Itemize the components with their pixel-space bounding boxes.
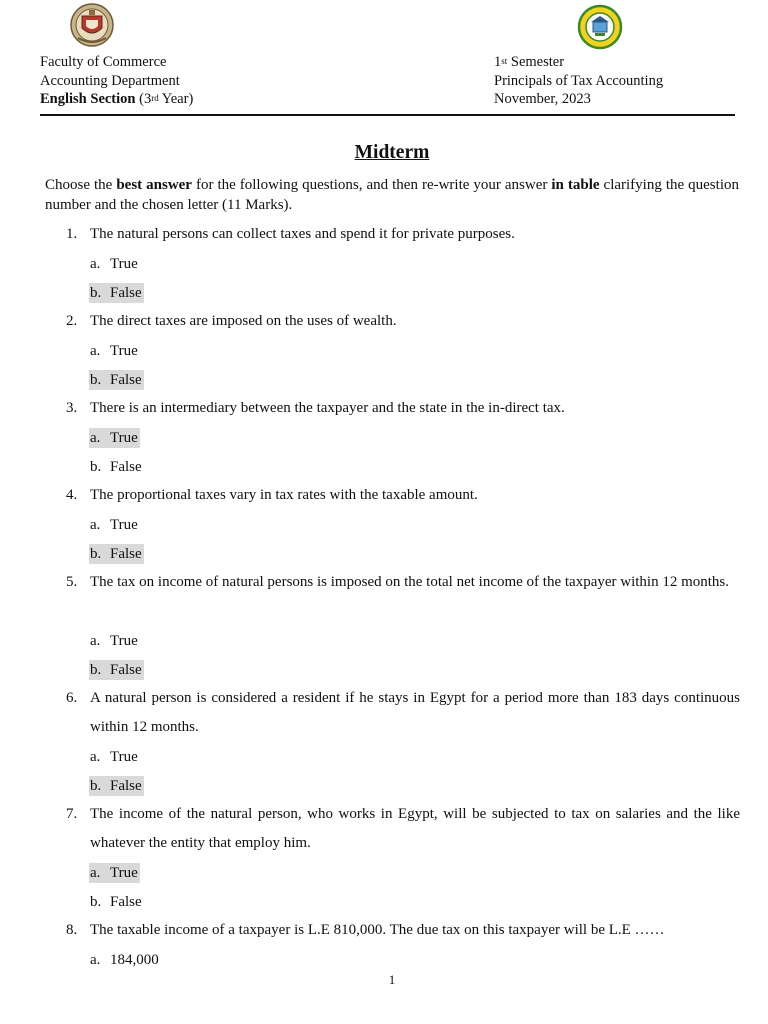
question-number: 4.	[66, 487, 78, 503]
question-1	[66, 220, 740, 249]
option-text: False	[110, 285, 142, 301]
course-name: Principals of Tax Accounting	[494, 72, 664, 89]
option-text: False	[110, 459, 142, 475]
question-4-option-a	[89, 515, 140, 535]
question-number: 7.	[66, 806, 78, 822]
instructions-text-3: clarifying the question number and the chosen letter (11 Marks).	[45, 177, 739, 213]
question-3	[66, 394, 740, 423]
instructions-text-1: Choose the	[45, 177, 117, 193]
header-divider	[40, 114, 735, 116]
instructions	[45, 175, 739, 215]
option-letter: b.	[90, 662, 102, 678]
question-2	[66, 307, 740, 336]
question-7-option-a-highlighted	[89, 863, 140, 883]
option-text: True	[110, 749, 138, 765]
question-number: 8.	[66, 922, 78, 938]
instructions-bold-1: best answer	[116, 177, 192, 193]
question-4	[66, 481, 740, 510]
option-letter: b.	[90, 546, 102, 562]
question-text: The taxable income of a taxpayer is L.E 810,000. The due tax on this taxpayer will be L.E ……	[90, 922, 665, 938]
question-3-option-a-highlighted	[89, 428, 140, 448]
question-5-option-b-highlighted	[89, 660, 144, 680]
question-5-option-a	[89, 631, 140, 651]
section-line	[40, 90, 193, 109]
option-letter: b.	[90, 459, 102, 475]
question-number: 3.	[66, 400, 78, 416]
option-letter: a.	[90, 517, 101, 533]
question-8	[66, 916, 740, 945]
question-4-option-b-highlighted	[89, 544, 144, 564]
question-text: The income of the natural person, who works in Egypt, will be subjected to tax on salaries and the like whatever the entity that employ him.	[90, 806, 740, 851]
semester-number: 1	[494, 54, 502, 70]
question-text: A natural person is considered a resident if he stays in Egypt for a period more than 183 days continuous within 12 months.	[90, 690, 740, 735]
semester-line	[494, 53, 663, 72]
option-text: True	[110, 865, 138, 881]
section-name: English Section	[40, 91, 136, 107]
department-name: Accounting Department	[40, 72, 180, 89]
faculty-name: Faculty of Commerce	[40, 54, 167, 70]
option-text: True	[110, 517, 138, 533]
option-letter: a.	[90, 749, 101, 765]
year-prefix: (3	[135, 91, 152, 107]
option-letter: a.	[90, 256, 101, 272]
option-text: True	[110, 633, 138, 649]
question-5	[66, 568, 740, 597]
option-text: False	[110, 778, 142, 794]
semester-suffix: st	[501, 56, 508, 66]
university-crest-logo	[68, 2, 116, 48]
question-7-option-b	[89, 892, 144, 912]
page-title: Midterm	[354, 142, 430, 163]
question-text: There is an intermediary between the taxpayer and the state in the in-direct tax.	[90, 400, 565, 416]
question-text: The direct taxes are imposed on the uses of wealth.	[90, 313, 397, 329]
option-letter: b.	[90, 372, 102, 388]
question-text: The proportional taxes vary in tax rates with the taxable amount.	[90, 487, 478, 503]
option-text: False	[110, 546, 142, 562]
faculty-commerce-logo	[576, 4, 624, 50]
option-text: True	[110, 256, 138, 272]
option-letter: a.	[90, 865, 101, 881]
instructions-bold-2: in table	[551, 177, 600, 193]
year-suffix: rd	[151, 93, 159, 103]
question-1-option-b-highlighted	[89, 283, 144, 303]
question-number: 2.	[66, 313, 78, 329]
question-7	[66, 800, 740, 858]
option-letter: a.	[90, 430, 101, 446]
header-left-block	[40, 53, 193, 109]
option-text: True	[110, 430, 138, 446]
question-number: 6.	[66, 690, 78, 706]
year-label: Year)	[158, 91, 194, 107]
question-number: 1.	[66, 226, 78, 242]
question-1-option-a	[89, 254, 140, 274]
option-letter: b.	[90, 778, 102, 794]
option-text: False	[110, 372, 142, 388]
option-text: True	[110, 343, 138, 359]
option-letter: a.	[90, 343, 101, 359]
question-6-option-a	[89, 747, 140, 767]
page-number: 1	[388, 972, 396, 987]
question-text: The natural persons can collect taxes and spend it for private purposes.	[90, 226, 515, 242]
option-text: False	[110, 662, 142, 678]
option-letter: a.	[90, 633, 101, 649]
question-2-option-b-highlighted	[89, 370, 144, 390]
question-2-option-a	[89, 341, 140, 361]
question-6	[66, 684, 740, 742]
question-3-option-b	[89, 457, 144, 477]
question-6-option-b-highlighted	[89, 776, 144, 796]
question-8-option-a	[89, 950, 161, 970]
instructions-text-2: for the following questions, and then re-write your answer	[191, 177, 552, 193]
question-number: 5.	[66, 574, 78, 590]
option-letter: b.	[90, 894, 102, 910]
option-letter: b.	[90, 285, 102, 301]
semester-label: Semester	[507, 54, 565, 70]
option-text: 184,000	[110, 952, 159, 968]
question-text: The tax on income of natural persons is imposed on the total net income of the taxpayer within 12 months.	[90, 574, 730, 590]
option-text: False	[110, 894, 142, 910]
header-right-block	[494, 53, 663, 109]
exam-date: November, 2023	[494, 91, 591, 107]
option-letter: a.	[90, 952, 101, 968]
